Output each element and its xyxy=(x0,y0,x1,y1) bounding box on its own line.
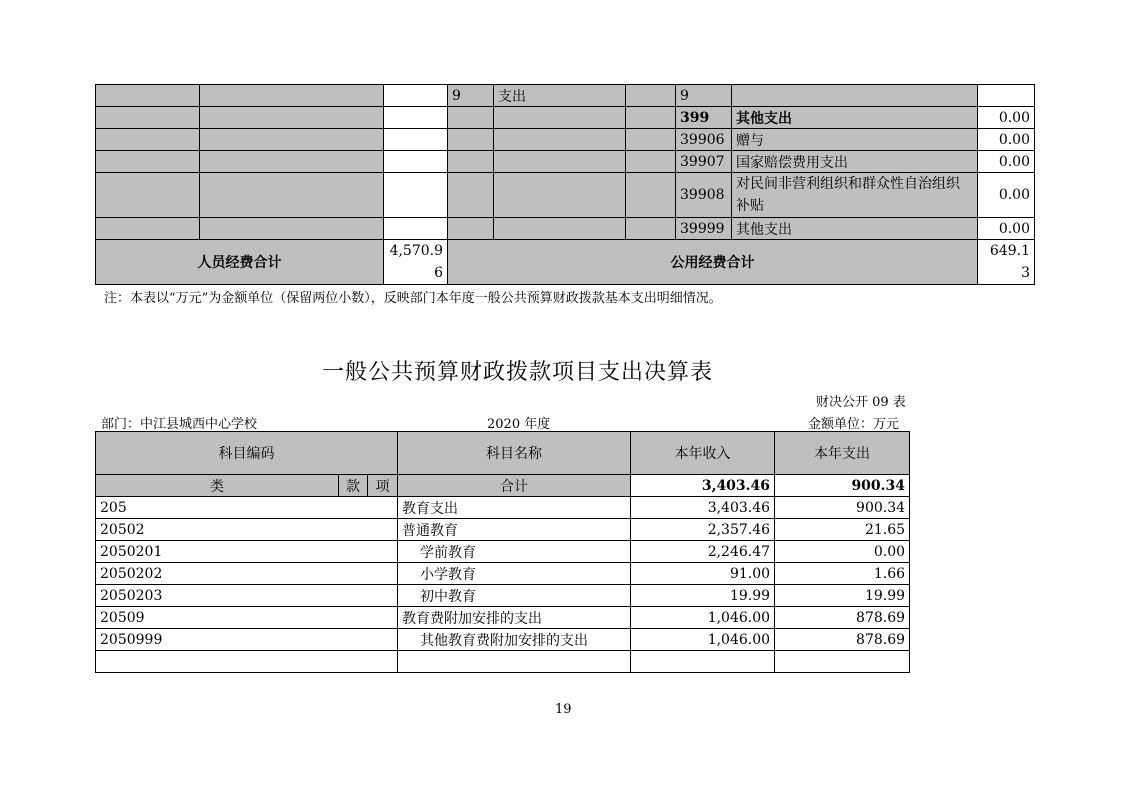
name-cell: 其他支出 xyxy=(732,107,978,129)
unit-label: 金额单位：万元 xyxy=(808,417,900,432)
subject-code-cell xyxy=(96,651,398,673)
header-expense: 本年支出 xyxy=(775,432,910,475)
code-cell: 9 xyxy=(448,85,494,107)
table-row xyxy=(96,519,910,541)
subject-code-cell: 2050202 xyxy=(96,563,398,585)
income-cell: 91.00 xyxy=(631,563,775,585)
income-cell: 1,046.00 xyxy=(631,629,775,651)
expense-cell: 900.34 xyxy=(775,497,910,519)
subject-name-cell: 普通教育 xyxy=(398,519,631,541)
table-row xyxy=(96,563,910,585)
header-income: 本年收入 xyxy=(631,432,775,475)
subject-code-cell: 205 xyxy=(96,497,398,519)
name-cell: 赠与 xyxy=(732,129,978,151)
value-cell: 0.00 xyxy=(978,107,1035,129)
code-cell: 399 xyxy=(676,107,732,129)
table-code: 财决公开 09 表 xyxy=(816,395,906,410)
header-row xyxy=(96,432,910,475)
subject-name-cell: 小学教育 xyxy=(398,563,631,585)
expense-cell: 19.99 xyxy=(775,585,910,607)
subject-code-cell: 2050999 xyxy=(96,629,398,651)
table-row xyxy=(96,129,1035,151)
name-cell: 国家赔偿费用支出 xyxy=(732,151,978,173)
value-cell: 0.00 xyxy=(978,129,1035,151)
value-cell: 0.00 xyxy=(978,218,1035,240)
subject-name-cell: 其他教育费附加安排的支出 xyxy=(398,629,631,651)
value-cell: 0.00 xyxy=(978,173,1035,218)
public-total-label: 公用经费合计 xyxy=(448,240,978,285)
total-label: 合计 xyxy=(398,475,631,497)
header-subject-code: 科目编码 xyxy=(96,432,398,475)
code-cell: 39999 xyxy=(676,218,732,240)
subject-name-cell: 初中教育 xyxy=(398,585,631,607)
table-row xyxy=(96,651,910,673)
page-title: 一般公共预算财政拨款项目支出决算表 xyxy=(322,360,714,385)
value-cell: 0.00 xyxy=(978,151,1035,173)
subject-code-cell: 20502 xyxy=(96,519,398,541)
income-cell: 2,357.46 xyxy=(631,519,775,541)
income-cell: 3,403.46 xyxy=(631,497,775,519)
basic-expense-table xyxy=(95,84,1035,285)
table-row xyxy=(96,607,910,629)
page-number: 19 xyxy=(555,702,572,717)
table-row xyxy=(96,218,1035,240)
code-cell: 39907 xyxy=(676,151,732,173)
total-income: 3,403.46 xyxy=(631,475,775,497)
header-xiang: 项 xyxy=(368,475,398,497)
total-expense: 900.34 xyxy=(775,475,910,497)
income-cell xyxy=(631,651,775,673)
expense-cell: 21.65 xyxy=(775,519,910,541)
code-cell: 39906 xyxy=(676,129,732,151)
header-lei: 类 xyxy=(96,475,339,497)
income-cell: 1,046.00 xyxy=(631,607,775,629)
expense-cell: 1.66 xyxy=(775,563,910,585)
expense-cell: 0.00 xyxy=(775,541,910,563)
header-subject-name: 科目名称 xyxy=(398,432,631,475)
personnel-total-value: 4,570.96 xyxy=(384,240,448,285)
header-kuan: 款 xyxy=(339,475,368,497)
project-expense-table xyxy=(95,431,910,673)
table-row xyxy=(96,497,910,519)
table-row xyxy=(96,541,910,563)
code-cell: 9 xyxy=(676,85,732,107)
personnel-total-label: 人员经费合计 xyxy=(96,240,384,285)
name-cell: 其他支出 xyxy=(732,218,978,240)
income-cell: 19.99 xyxy=(631,585,775,607)
table-row xyxy=(96,585,910,607)
department-label: 部门：中江县城西中心学校 xyxy=(101,417,258,432)
name-cell: 对民间非营利组织和群众性自治组织补贴 xyxy=(732,173,978,218)
table-note: 注：本表以“万元”为金额单位（保留两位小数），反映部门本年度一般公共预算财政拨款基本支出明细情况。 xyxy=(104,291,722,306)
table-row xyxy=(96,107,1035,129)
totals-row xyxy=(96,240,1035,285)
subject-name-cell: 学前教育 xyxy=(398,541,631,563)
name-cell: 支出 xyxy=(494,85,626,107)
table-row xyxy=(96,173,1035,218)
code-cell: 39908 xyxy=(676,173,732,218)
expense-cell: 878.69 xyxy=(775,607,910,629)
expense-cell: 878.69 xyxy=(775,629,910,651)
expense-cell xyxy=(775,651,910,673)
table-row xyxy=(96,629,910,651)
subject-name-cell xyxy=(398,651,631,673)
subject-name-cell: 教育支出 xyxy=(398,497,631,519)
subject-code-cell: 2050201 xyxy=(96,541,398,563)
income-cell: 2,246.47 xyxy=(631,541,775,563)
subject-code-cell: 20509 xyxy=(96,607,398,629)
fiscal-year: 2020 年度 xyxy=(487,417,551,432)
table-row xyxy=(96,151,1035,173)
public-total-value: 649.13 xyxy=(978,240,1035,285)
subject-code-cell: 2050203 xyxy=(96,585,398,607)
table-row xyxy=(96,85,1035,107)
subject-name-cell: 教育费附加安排的支出 xyxy=(398,607,631,629)
